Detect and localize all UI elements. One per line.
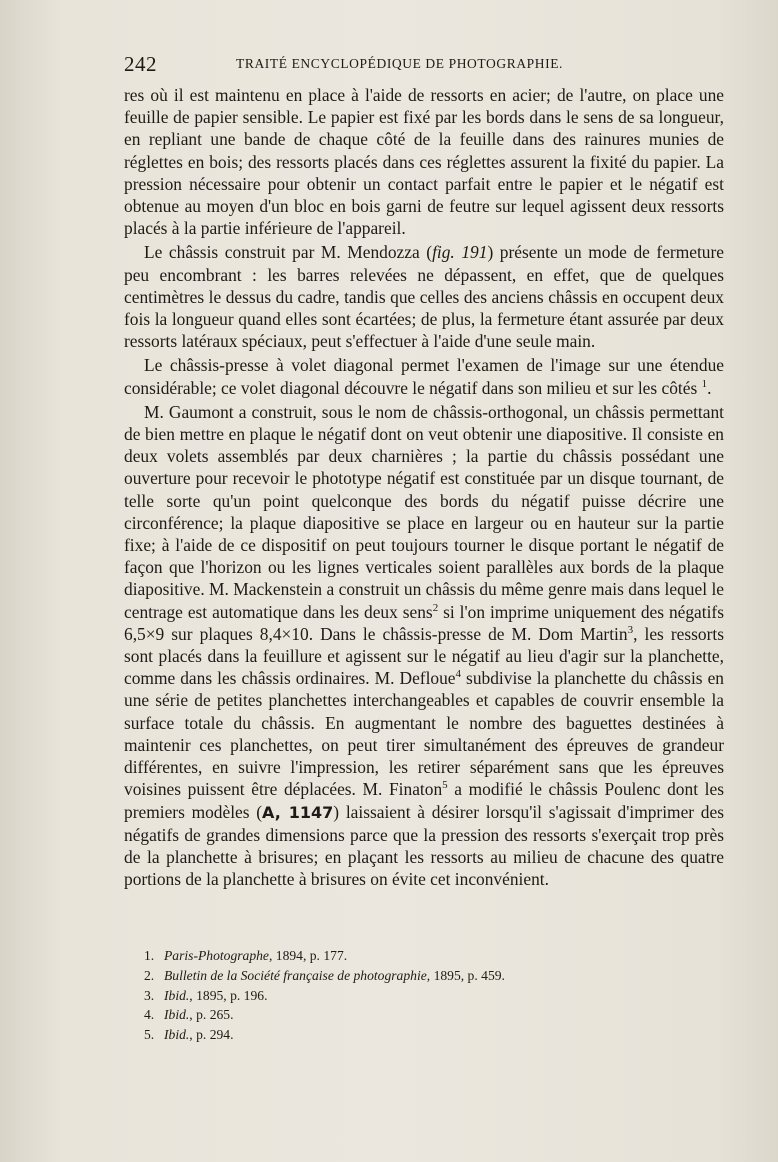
figure-reference: fig. 191 [432,242,488,263]
footnote-ref-1: 1 [701,377,708,390]
footnote-citation: , 1895, p. 459. [426,967,505,983]
footnote-1 [144,946,704,966]
footnote-title: Bulletin de la Société française de photographie [164,967,427,983]
running-title: TRAITÉ ENCYCLOPÉDIQUE DE PHOTOGRAPHIE. [236,56,564,71]
paragraph-2-text-b: ) présente un mode de fermeture peu encombrant : les barres relevées ne dépassent, en effet, que de quelques centimètres le dessus du cadre, tandis que celles des anciens châssis en occupent deux fois la longueur quand elles sont écartées; de plus, la fermeture étant assurée par deux ressorts latéraux spéciaux, peut s'effectuer à l'aide d'une seule main. [124,242,724,352]
page-number: 242 [124,52,157,76]
footnote-citation: , 1895, p. 196. [189,987,268,1003]
page-header [124,52,724,76]
footnote-number: 4. [144,1007,155,1023]
paragraph-2-text-a: Le châssis construit par M. Mendozza ( [144,242,433,263]
footnote-citation: , 1894, p. 177. [268,948,348,963]
footnote-3 [144,986,704,1006]
footnote-citation: , p. 294. [189,1027,234,1043]
paragraph-4-text-2: si l'on imprime uniquement des négatifs 6,5×9 sur plaques 8,4×10. Dans le châssis-presse de M. Dom Martin [124,601,724,644]
footnote-4 [144,1005,704,1025]
body-text [124,84,724,890]
footnote-ref-3: 3 [627,624,634,637]
footnote-ref-4: 4 [455,668,462,681]
footnote-ref-5: 5 [442,779,448,792]
paragraph-4-text-3: , les ressorts sont placés dans la feuillure et agissent sur le négatif au lieu d'agir sur la planchette, comme dans les châssis ordinaires. M. Defloue [124,623,724,689]
footnote-title: Ibid. [164,987,190,1003]
footnote-number: 5. [144,1027,155,1043]
paragraph-1: res où il est maintenu en place à l'aide de ressorts en acier; de l'autre, on place une feuille de papier sensible. Le papier est fixé par les bords dans le sens de sa longueur, en repliant une bande de chaque côté de la feuille dans des rainures munies de réglettes en bois; des ressorts placés dans ces réglettes assurent la fixité du papier. La pression nécessaire pour obtenir un contact parfait entre le papier et le négatif est obtenue au moyen d'un bloc en bois garni de feutre sur lequel agissent deux ressorts placés à la partie inférieure de l'appareil. [124,85,724,239]
paragraph-3-text-b: . [707,377,712,398]
footnotes [144,946,704,1045]
footnote-citation: , p. 265. [189,1007,234,1023]
footnote-5 [144,1025,704,1045]
paragraph-4-text-1: M. Gaumont a construit, sous le nom de châssis-orthogonal, un châssis permettant de bien mettre en plaque le négatif dont on veut obtenir une diapositive. Il consiste en deux volets assemblés par deux charnières ; la partie du châssis possédant une ouverture pour recevoir le phototype négatif est constituée par un disque tournant, de telle sorte qu'un point quelconque des bords du négatif puisse décrire une circonférence; la plaque diapositive se place en largeur ou en hauteur sur la partie fixe; à l'aide de ce dispositif on peut toujours tourner le disque portant le négatif de façon que l'horizon ou les lignes verticales soient parallèles aux bords de la plaque diapositive. M. Mackenstein a construit un châssis du même genre mais dans lequel le centrage est automatique dans les deux sens [124,401,724,622]
footnote-title: Paris-Photographe [164,948,269,963]
footnote-title: Ibid. [164,1007,190,1023]
footnote-number: 2. [144,967,155,983]
footnote-number: 3. [144,987,155,1003]
footnote-title: Ibid. [164,1027,190,1043]
paragraph-3 [124,354,724,398]
footnote-2 [144,966,704,986]
paragraph-4-text-6: ) laissaient à désirer lorsqu'il s'agissait d'imprimer des négatifs de grandes dimensions parce que la pression des ressorts s'exerçait trop près de la planchette à brisures; en plaçant les ressorts au milieu de chacune des quatre portions de la planchette à brisures on évite cet inconvénient. [124,801,724,890]
paragraph-2 [124,241,724,352]
footnote-ref-2: 2 [432,601,439,614]
footnote-number: 1. [144,948,155,963]
bold-reference: A, 1147 [262,802,334,822]
paragraph-4 [124,401,724,890]
paragraph-4-text-4: subdivise la planchette du châssis en une série de petites planchettes interchangeables et capables de couvrir ensemble la surface totale du châssis. En augmentant le nombre des baguettes destinées à maintenir ces planchettes, on peut tirer simultanément des épreuves de grandeur différentes, en suivre l'impression, les retirer séparément sans que les épreuves voisines puissent être déplacées. M. Finaton [124,668,724,800]
paragraph-4-text-5: a modifié le châssis Poulenc dont les premiers modèles ( [124,779,724,822]
paragraph-3-text-a: Le châssis-presse à volet diagonal permet l'examen de l'image sur une étendue considérable; ce volet diagonal découvre le négatif dans son milieu et sur les côtés [124,355,724,398]
